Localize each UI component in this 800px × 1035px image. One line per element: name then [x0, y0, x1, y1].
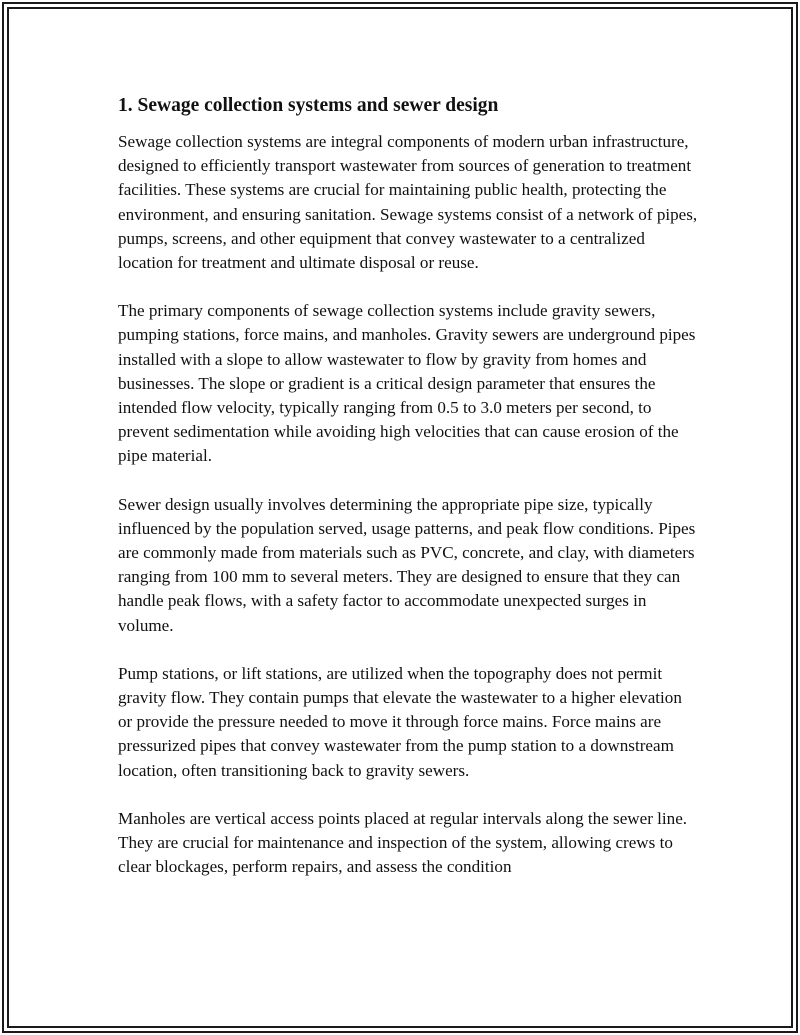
paragraph-manholes: Manholes are vertical access points placed at regular intervals along the sewer line. They are crucial for maintenance and inspection of the system, allowing crews to clear blockages, perform repairs, and assess the condition [118, 808, 688, 877]
document-body [118, 92, 698, 903]
paragraph-sewer-design: Sewer design usually involves determining the appropriate pipe size, typically influenced by the population served, usage patterns, and peak flow conditions. Pipes are commonly made from materials such as PVC, concrete, and clay, with diameters ranging from 100 mm to several meters. They are designed to ensure that they can handle peak flows, with a safety factor to accommodate unexpected surges in volume. [118, 494, 696, 635]
paragraph-components: The primary components of sewage collection systems include gravity sewers, pumping stations, force mains, and manholes. Gravity sewers are underground pipes installed with a slope to allow wastewater to flow by gravity from homes and businesses. The slope or gradient is a critical design parameter that ensures the intended flow velocity, typically ranging from 0.5 to 3.0 meters per second, to prevent sedimentation while avoiding high velocities that can cause erosion of the pipe material. [118, 301, 696, 466]
paragraph-intro: Sewage collection systems are integral components of modern urban infrastructure, designed to efficiently transport wastewater from sources of generation to treatment facilities. These systems are crucial for maintaining public health, protecting the environment, and ensuring sanitation. Sewage systems consist of a network of pipes, pumps, screens, and other equipment that convey wastewater to a centralized location for treatment and ultimate disposal or reuse. [118, 132, 698, 273]
section-heading: 1. Sewage collection systems and sewer design [118, 95, 499, 116]
paragraph-pump-stations: Pump stations, or lift stations, are utilized when the topography does not permit gravity flow. They contain pumps that elevate the wastewater to a higher elevation or provide the pressure needed to move it through force mains. Force mains are pressurized pipes that convey wastewater from the pump station to a downstream location, often transitioning back to gravity sewers. [118, 663, 682, 780]
